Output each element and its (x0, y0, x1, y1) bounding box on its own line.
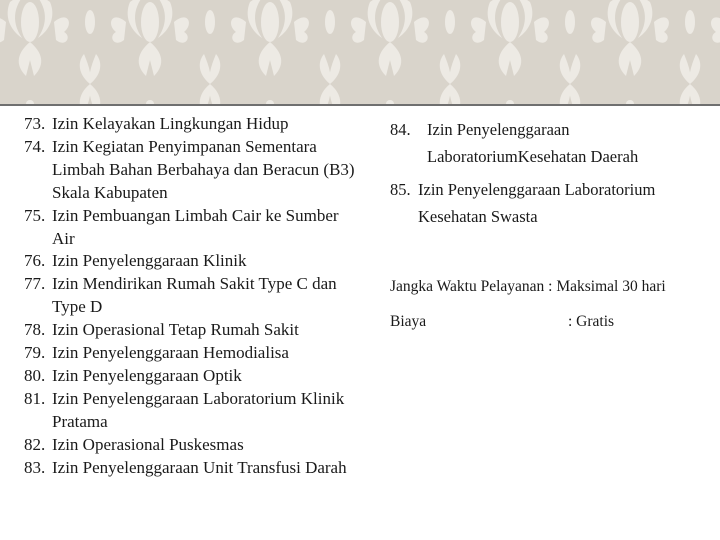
item-number: 84. (390, 120, 411, 139)
item-number: 83. (24, 457, 46, 477)
list-item (24, 136, 364, 205)
duration-label: Jangka Waktu Pelayanan (390, 278, 545, 295)
item-text: Izin Kelayakan Lingkungan Hidup (52, 114, 289, 133)
list-item (390, 176, 655, 230)
list-item (24, 388, 364, 434)
list-item (24, 457, 364, 480)
cost-label: Biaya (390, 313, 427, 330)
item-text: Izin Operasional Tetap Rumah Sakit (52, 320, 299, 340)
item-number: 82. (24, 434, 46, 454)
item-text: Izin Mendirikan Rumah Sakit Type C dan Type D (52, 274, 337, 317)
service-cost (390, 313, 718, 331)
list-item (24, 273, 364, 319)
list-item (390, 116, 638, 170)
item-text-line2: Kesehatan Swasta (418, 207, 538, 226)
item-number: 80. (24, 365, 46, 385)
item-text: Izin Penyelenggaraan Klinik (52, 251, 247, 271)
list-item (24, 434, 364, 457)
service-duration (390, 278, 666, 296)
list-item (24, 319, 364, 342)
list-item (24, 250, 364, 273)
cost-value: : Gratis (568, 313, 615, 330)
list-item (24, 205, 364, 251)
banner-divider (0, 104, 720, 106)
item-number: 74. (24, 136, 46, 156)
item-number: 81. (24, 388, 46, 408)
item-number: 73. (24, 114, 46, 133)
item-text: Izin Penyelenggaraan Unit Transfusi Darah (52, 457, 347, 477)
item-number: 76. (24, 251, 46, 271)
item-text: Izin Kegiatan Penyimpanan Sementara Limbah Bahan Berbahaya dan Beracun (B3) Skala Kabupaten (52, 136, 355, 202)
list-item (24, 113, 364, 136)
list-item (24, 365, 364, 388)
item-number: 85. (390, 180, 411, 199)
item-number: 77. (24, 274, 46, 294)
item-number: 78. (24, 320, 46, 340)
item-text: Izin Penyelenggaraan Optik (52, 365, 242, 385)
item-text: Izin Pembuangan Limbah Cair ke Sumber Air (52, 205, 339, 248)
item-text-line2: LaboratoriumKesehatan Daerah (427, 147, 639, 166)
damask-pattern (0, 0, 720, 104)
item-number: 75. (24, 205, 46, 225)
duration-value: : Maksimal 30 hari (548, 278, 666, 295)
permit-list-left (24, 113, 364, 480)
item-text: Izin Penyelenggaraan Laboratorium Klinik Pratama (52, 388, 345, 431)
item-text: Izin Operasional Puskesmas (52, 434, 244, 454)
damask-banner (0, 0, 720, 104)
list-item (24, 342, 364, 365)
item-text: Izin Penyelenggaraan Hemodialisa (52, 343, 289, 363)
item-text-line1: Izin Penyelenggaraan (427, 120, 570, 139)
item-number: 79. (24, 343, 46, 363)
item-text-line1: Izin Penyelenggaraan Laboratorium (418, 180, 656, 199)
